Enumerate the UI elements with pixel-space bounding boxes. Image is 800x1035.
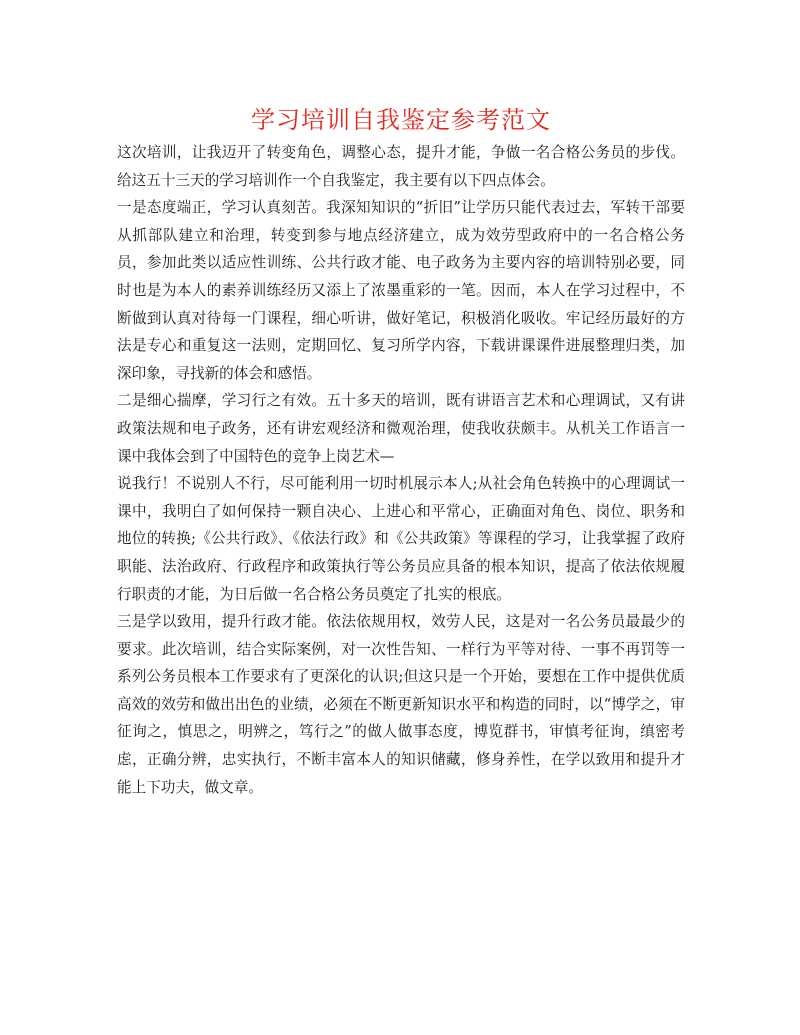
paragraph-point-one: 一是态度端正，学习认真刻苦。我深知知识的“折旧”让学历只能代表过去，军转干部要从抓部队建立和治理，转变到参与地点经济建立，成为效劳型政府中的一名合格公务员，参加此类以适应性训练、公共行政才能、电子政务为主要内容的培训特别必要，同时也是为本人的素养训练经历又添上了浓墨重彩的一笔。因而，本人在学习过程中，不断做到认真对待每一门课程，细心听讲，做好笔记，积极消化吸收。牢记经历最好的方法是专心和重复这一法则，定期回忆、复习所学内容，下载讲课课件进展整理归类，加深印象，寻找新的体会和感悟。	[117, 199, 685, 382]
document-page	[117, 0, 685, 801]
document-body	[117, 139, 685, 801]
paragraph-point-three: 三是学以致用，提升行政才能。依法依规用权，效劳人民，这是对一名公务员最最少的要求。此次培训，结合实际案例，对一次性告知、一样行为平等对待、一事不再罚等一系列公务员根本工作要求有了更深化的认识;但这只是一个开始，要想在工作中提供优质高效的效劳和做出出色的业绩，必须在不断更新知识水平和构造的同时，以“博学之，审征询之，慎思之，明辨之，笃行之”的做人做事态度，博览群书，审慎考征询，缜密考虑，正确分辨，忠实执行，不断丰富本人的知识储藏，修身养性，在学以致用和提升才能上下功夫，做文章。	[117, 613, 685, 796]
paragraph-intro: 这次培训，让我迈开了转变角色，调整心态，提升才能，争做一名合格公务员的步伐。给这五十三天的学习培训作一个自我鉴定，我主要有以下四点体会。	[117, 144, 685, 189]
paragraph-point-two-continued: 说我行！不说别人不行，尽可能利用一切时机展示本人;从社会角色转换中的心理调试一课中，我明白了如何保持一颗自决心、上进心和平常心，正确面对角色、岗位、职务和地位的转换;《公共行政》、《依法行政》和《公共政策》等课程的学习，让我掌握了政府职能、法治政府、行政程序和政策执行等公务员应具备的根本知识，提高了依法依规履行职责的才能，为日后做一名合格公务员奠定了扎实的根底。	[117, 475, 685, 603]
paragraph-point-two: 二是细心揣摩，学习行之有效。五十多天的培训，既有讲语言艺术和心理调试，又有讲政策法规和电子政务，还有讲宏观经济和微观治理，使我收获颇丰。从机关工作语言一课中我体会到了中国特色的竞争上岗艺术—	[117, 392, 685, 465]
document-title: 学习培训自我鉴定参考范文	[251, 106, 551, 134]
